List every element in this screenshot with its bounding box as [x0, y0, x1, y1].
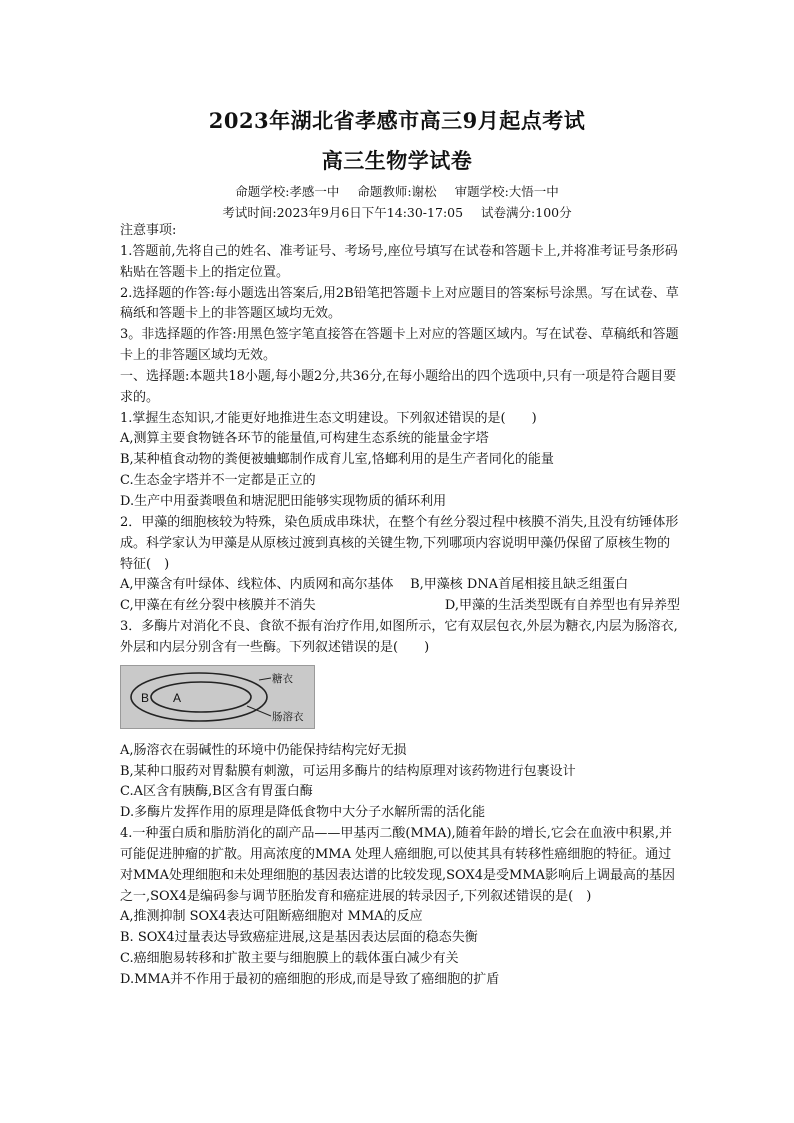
question-4-option: B. SOX4过量表达导致癌症进展,这是基因表达层面的稳态失衡: [120, 930, 478, 946]
tablet-diagram: [121, 666, 314, 728]
note-item: 2.选择题的作答:每小题选出答案后,用2B铅笔把答题卡上对应题目的答案标号涂黑。写在试卷、草稿纸和答题卡上的非答题区域均无效。: [120, 285, 679, 322]
note-item: 3。非选择题的作答:用黑色签字笔直接答在答题卡上对应的答题区域内。写在试卷、草稿纸和答题卡上的非答题区域均无效。: [120, 327, 679, 364]
outer-leader-line: [259, 678, 271, 680]
question-2-options-row-2: [120, 596, 680, 617]
question-3-option: B,某种口服药对胃黏膜有刺激，可运用多酶片的结构原理对该药物进行包裹设计: [120, 763, 576, 779]
question-1-option: C.生态金字塔并不一定都是正立的: [120, 473, 316, 489]
meta-teacher: 命题教师:谢松: [357, 184, 437, 199]
question-1-option: D.生产中用蚕粪喂鱼和塘泥肥田能够实现物质的循环利用: [120, 493, 447, 509]
question-1-option: B,某种植食动物的粪便被蛐螂制作成育儿室,恪螂利用的是生产者同化的能量: [120, 452, 554, 468]
question-3-option: D.多酶片发挥作用的原理是降低食物中大分子水解所需的活化能: [120, 805, 486, 821]
question-1-stem: 1.掌握生态知识,才能更好地推进生态文明建设。下列叙述错误的是( ): [120, 410, 537, 426]
enteric-coat-label: 肠溶衣: [272, 710, 304, 723]
question-4-option: A,推测抑制 SOX4表达可阻断癌细胞对 MMA的反应: [120, 909, 423, 925]
question-3-stem: 3．多酶片对消化不良、食欲不振有治疗作用,如图所示，它有双层包衣,外层为糖衣,内层为肠溶衣,外层和内层分别含有一些酶。下列叙述错误的是( ): [120, 619, 678, 655]
region-b-label: B: [141, 690, 150, 705]
section-intro: 一、选择题:本题共18小题,每小题2分,共36分,在每小题给出的四个选项中,只有一项是符合题目要求的。: [120, 368, 677, 405]
region-a-label: A: [173, 690, 182, 705]
question-2-option: C,甲藻在有丝分裂中核膜并不消失: [120, 598, 316, 614]
question-2-option: B,甲藻核 DNA首尾相接且缺乏组蛋白: [410, 577, 629, 593]
exam-title: 2023年湖北省孝感市高三9月起点考试: [208, 108, 586, 133]
question-2-stem: 2．甲藻的细胞核较为特殊，染色质成串珠状，在整个有丝分裂过程中核膜不消失,且没有纺锤体形成。科学家认为甲藻是从原核过渡到真核的关键生物,下列哪项内容说明甲藻仍保留了原核生物的特征( ): [120, 514, 679, 572]
exam-subtitle: 高三生物学试卷: [321, 148, 473, 173]
multienzyme-tablet-figure: [120, 665, 315, 729]
question-3-option: C.A区含有胰酶,B区含有胃蛋白酶: [120, 784, 313, 800]
question-4-stem: 4.一种蛋白质和脂肪消化的副产品——甲基丙二酸(MMA),随着年龄的增长,它会在血液中积累,并可能促进肿瘤的扩散。用高浓度的MMA 处理人癌细胞,可以使其具有转移性癌细胞的特征。通过对MMA处理细胞和未处理细胞的基因表达谱的比较发现,SOX4是受MMA影响后上调最高的基因之一,SOX4是编码参与调节胚胎发育和癌症进展的转录因子,下列叙述错误的是( ): [120, 826, 676, 904]
note-item: 1.答题前,先将自己的姓名、准考证号、考场号,座位号填写在试卷和答题卡上,并将准考证号条形码粘贴在答题卡上的指定位置。: [120, 243, 678, 280]
question-3-option: A,肠溶衣在弱碱性的环境中仍能保持结构完好无损: [120, 742, 407, 758]
exam-body: [120, 221, 680, 991]
question-2-options-row-1: [120, 575, 680, 596]
question-4-option: D.MMA并不作用于最初的癌细胞的形成,而是导致了癌细胞的扩盾: [120, 972, 500, 987]
question-1-option: A,测算主要食物链各环节的能量值,可构建生态系统的能量金字塔: [120, 431, 489, 447]
question-2-option: A,甲藻含有叶绿体、线粒体、内质网和高尔基体: [120, 577, 394, 593]
sugar-coat-label: 糖衣: [272, 672, 293, 685]
exam-meta-line-2: [0, 203, 794, 221]
exam-meta-line-1: [0, 182, 794, 200]
meta-school: 命题学校:孝感一中: [235, 184, 340, 199]
meta-exam-time: 考试时间:2023年9月6日下午14:30-17:05: [222, 205, 464, 220]
question-2-option: D,甲藻的生活类型既有自养型也有异养型: [444, 598, 680, 614]
notes-heading: 注意事项:: [120, 223, 177, 238]
meta-review-school: 审题学校:大悟一中: [454, 184, 559, 199]
inner-coating-ring: [151, 682, 251, 712]
meta-full-score: 试卷满分:100分: [481, 205, 572, 220]
question-4-option: C.癌细胞易转移和扩散主要与细胞膜上的载体蛋白减少有关: [120, 951, 459, 967]
